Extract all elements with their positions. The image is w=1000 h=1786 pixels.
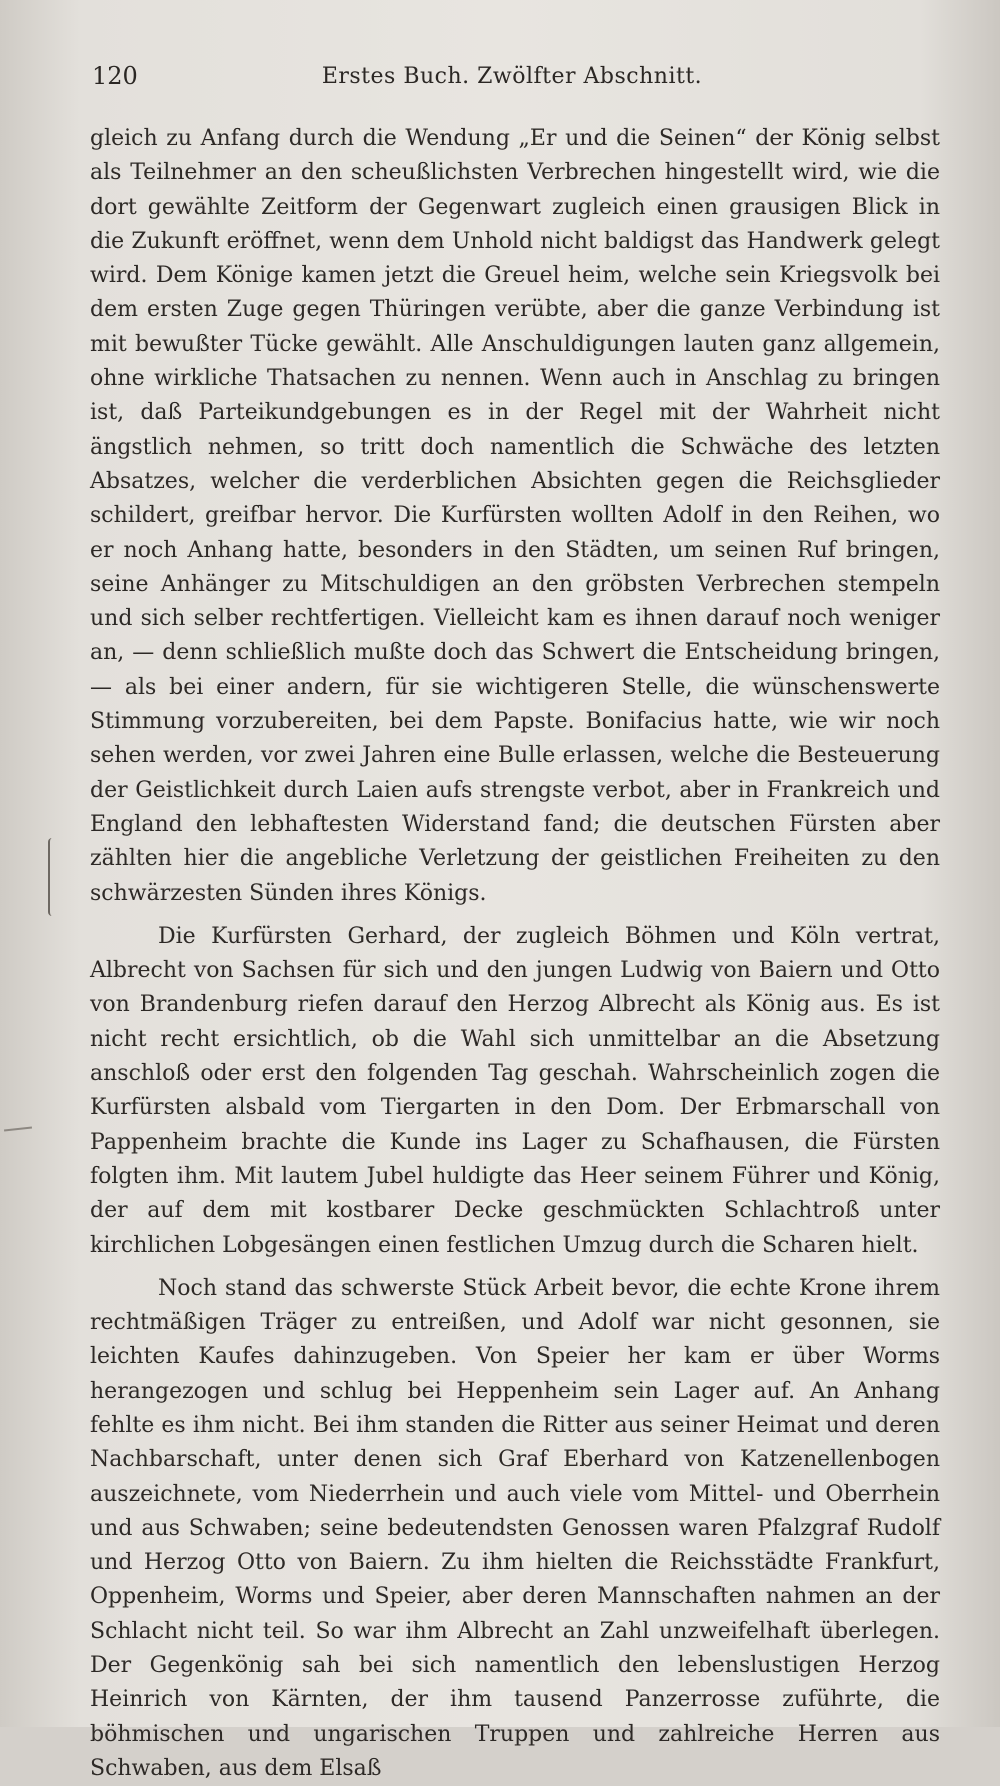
paragraph-3: Noch stand das schwerste Stück Arbeit bevor, die echte Krone ihrem rechtmäßigen Träger zu entreißen, und Adolf war nicht gesonnen, sie leichten Kaufes dahinzugeben. Von Speier her kam er über Worms herangezogen und schlug bei Heppenheim sein Lager auf. An Anhang fehlte es ihm nicht. Bei ihm standen die Ritter aus seiner Heimat und deren Nachbarschaft, unter denen sich Graf Eberhard von Katzenellenbogen auszeichnete, vom Niederrhein und auch viele vom Mittel- und Oberrhein und aus Schwaben; seine bedeutendsten Genossen waren Pfalzgraf Rudolf und Herzog Otto von Baiern. Zu ihm hielten die Reichsstädte Frankfurt, Oppenheim, Worms und Speier, aber deren Mannschaften nahmen an der Schlacht nicht teil. So war ihm Albrecht an Zahl unzweifelhaft überlegen. Der Gegenkönig sah bei sich namentlich den lebenslustigen Herzog Heinrich von Kärnten, der ihm tausend Panzerrosse zuführte, die böhmischen und ungarischen Truppen und zahlreiche Herren aus Schwaben, aus dem Elsaß [90, 1275, 940, 1781]
margin-pencil-stroke [4, 1127, 32, 1132]
page-number: 120 [92, 62, 138, 90]
margin-bracket-mark [48, 838, 56, 916]
body-text [90, 122, 940, 1786]
page-header [92, 62, 932, 102]
paragraph-2: Die Kurfürsten Gerhard, der zugleich Böhmen und Köln vertrat, Albrecht von Sachsen für sich und den jungen Ludwig von Baiern und Otto von Brandenburg riefen darauf den Herzog Albrecht als König aus. Es ist nicht recht ersichtlich, ob die Wahl sich unmittelbar an die Absetzung anschloß oder erst den folgenden Tag geschah. Wahrscheinlich zogen die Kurfürsten alsbald vom Tiergarten in den Dom. Der Erbmarschall von Pappenheim brachte die Kunde ins Lager zu Schafhausen, die Fürsten folgten ihm. Mit lautem Jubel huldigte das Heer seinem Führer und König, der auf dem mit kostbarer Decke geschmückten Schlachtroß unter kirchlichen Lobgesängen einen festlichen Umzug durch die Scharen hielt. [90, 923, 940, 1258]
paragraph-1: gleich zu Anfang durch die Wendung „Er und die Seinen“ der König selbst als Teilnehmer an den scheußlichsten Verbrechen hingestellt wird, wie die dort gewählte Zeitform der Gegenwart zugleich einen grausigen Blick in die Zukunft eröffnet, wenn dem Unhold nicht baldigst das Handwerk gelegt wird. Dem Könige kamen jetzt die Greuel heim, welche sein Kriegsvolk bei dem ersten Zuge gegen Thüringen verübte, aber die ganze Verbindung ist mit bewußter Tücke gewählt. Alle Anschuldigungen lauten ganz allgemein, ohne wirkliche Thatsachen zu nennen. Wenn auch in Anschlag zu bringen ist, daß Parteikundgebungen es in der Regel mit der Wahrheit nicht ängstlich nehmen, so tritt doch namentlich die Schwäche des letzten Absatzes, welcher die verderblichen Absichten gegen die Reichsglieder schildert, greifbar hervor. Die Kurfürsten wollten Adolf in den Reihen, wo er noch Anhang hatte, besonders in den Städten, um seinen Ruf bringen, seine Anhänger zu Mitschuldigen an den gröbsten Verbrechen stempeln und sich selber rechtfertigen. Vielleicht kam es ihnen darauf noch weniger an, — denn schließlich mußte doch das Schwert die Entscheidung bringen, — als bei einer andern, für sie wichtigeren Stelle, die wünschenswerte Stimmung vorzubereiten, bei dem Papste. Bonifacius hatte, wie wir noch sehen werden, vor zwei Jahren eine Bulle erlassen, welche die Besteuerung der Geistlichkeit durch Laien aufs strengste verbot, aber in Frankreich und England den lebhaftesten Widerstand fand; die deutschen Fürsten aber zählten hier die angebliche Verletzung der geistlichen Freiheiten zu den schwärzesten Sünden ihres Königs. [90, 126, 940, 906]
running-head: Erstes Buch. Zwölfter Abschnitt. [321, 64, 703, 89]
